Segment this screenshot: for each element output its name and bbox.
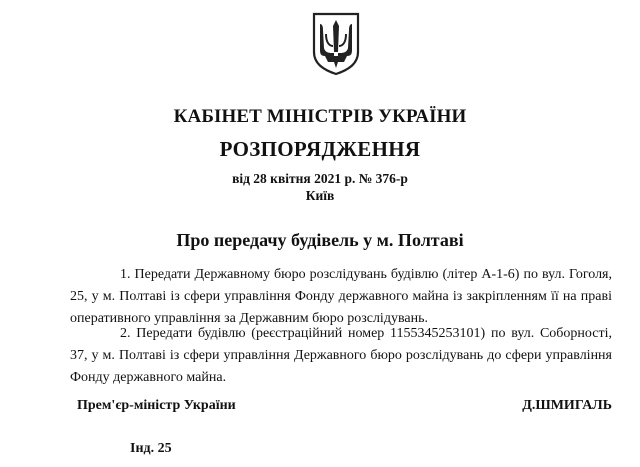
signatory-name: Д.ШМИГАЛЬ	[522, 398, 612, 413]
document-city: Київ	[305, 188, 335, 203]
document-date-number: від 28 квітня 2021 р. № 376-р	[232, 171, 408, 186]
document-subject: Про передачу будівель у м. Полтаві	[176, 230, 464, 250]
ukraine-trident-emblem-icon	[312, 12, 360, 76]
paragraph-2: 2. Передати будівлю (реєстраційний номер 1155345253101) по вул. Соборності, 37, у м. Полтаві із сфери управління Державного бюро розслідувань до сфери управління Фонду державного майна.	[70, 326, 612, 385]
document-index: Інд. 25	[130, 441, 172, 456]
paragraph-1: 1. Передати Державному бюро розслідувань будівлю (літер А-1-6) по вул. Гоголя, 25, у м. Полтаві із сфери управління Фонду державного майна із закріпленням її на праві оперативного управління за Державним бюро розслідувань.	[70, 267, 612, 326]
signatory-role: Прем'єр-міністр України	[77, 398, 236, 413]
document-type: РОЗПОРЯДЖЕННЯ	[219, 137, 421, 161]
issuing-authority: КАБІНЕТ МІНІСТРІВ УКРАЇНИ	[173, 106, 467, 127]
